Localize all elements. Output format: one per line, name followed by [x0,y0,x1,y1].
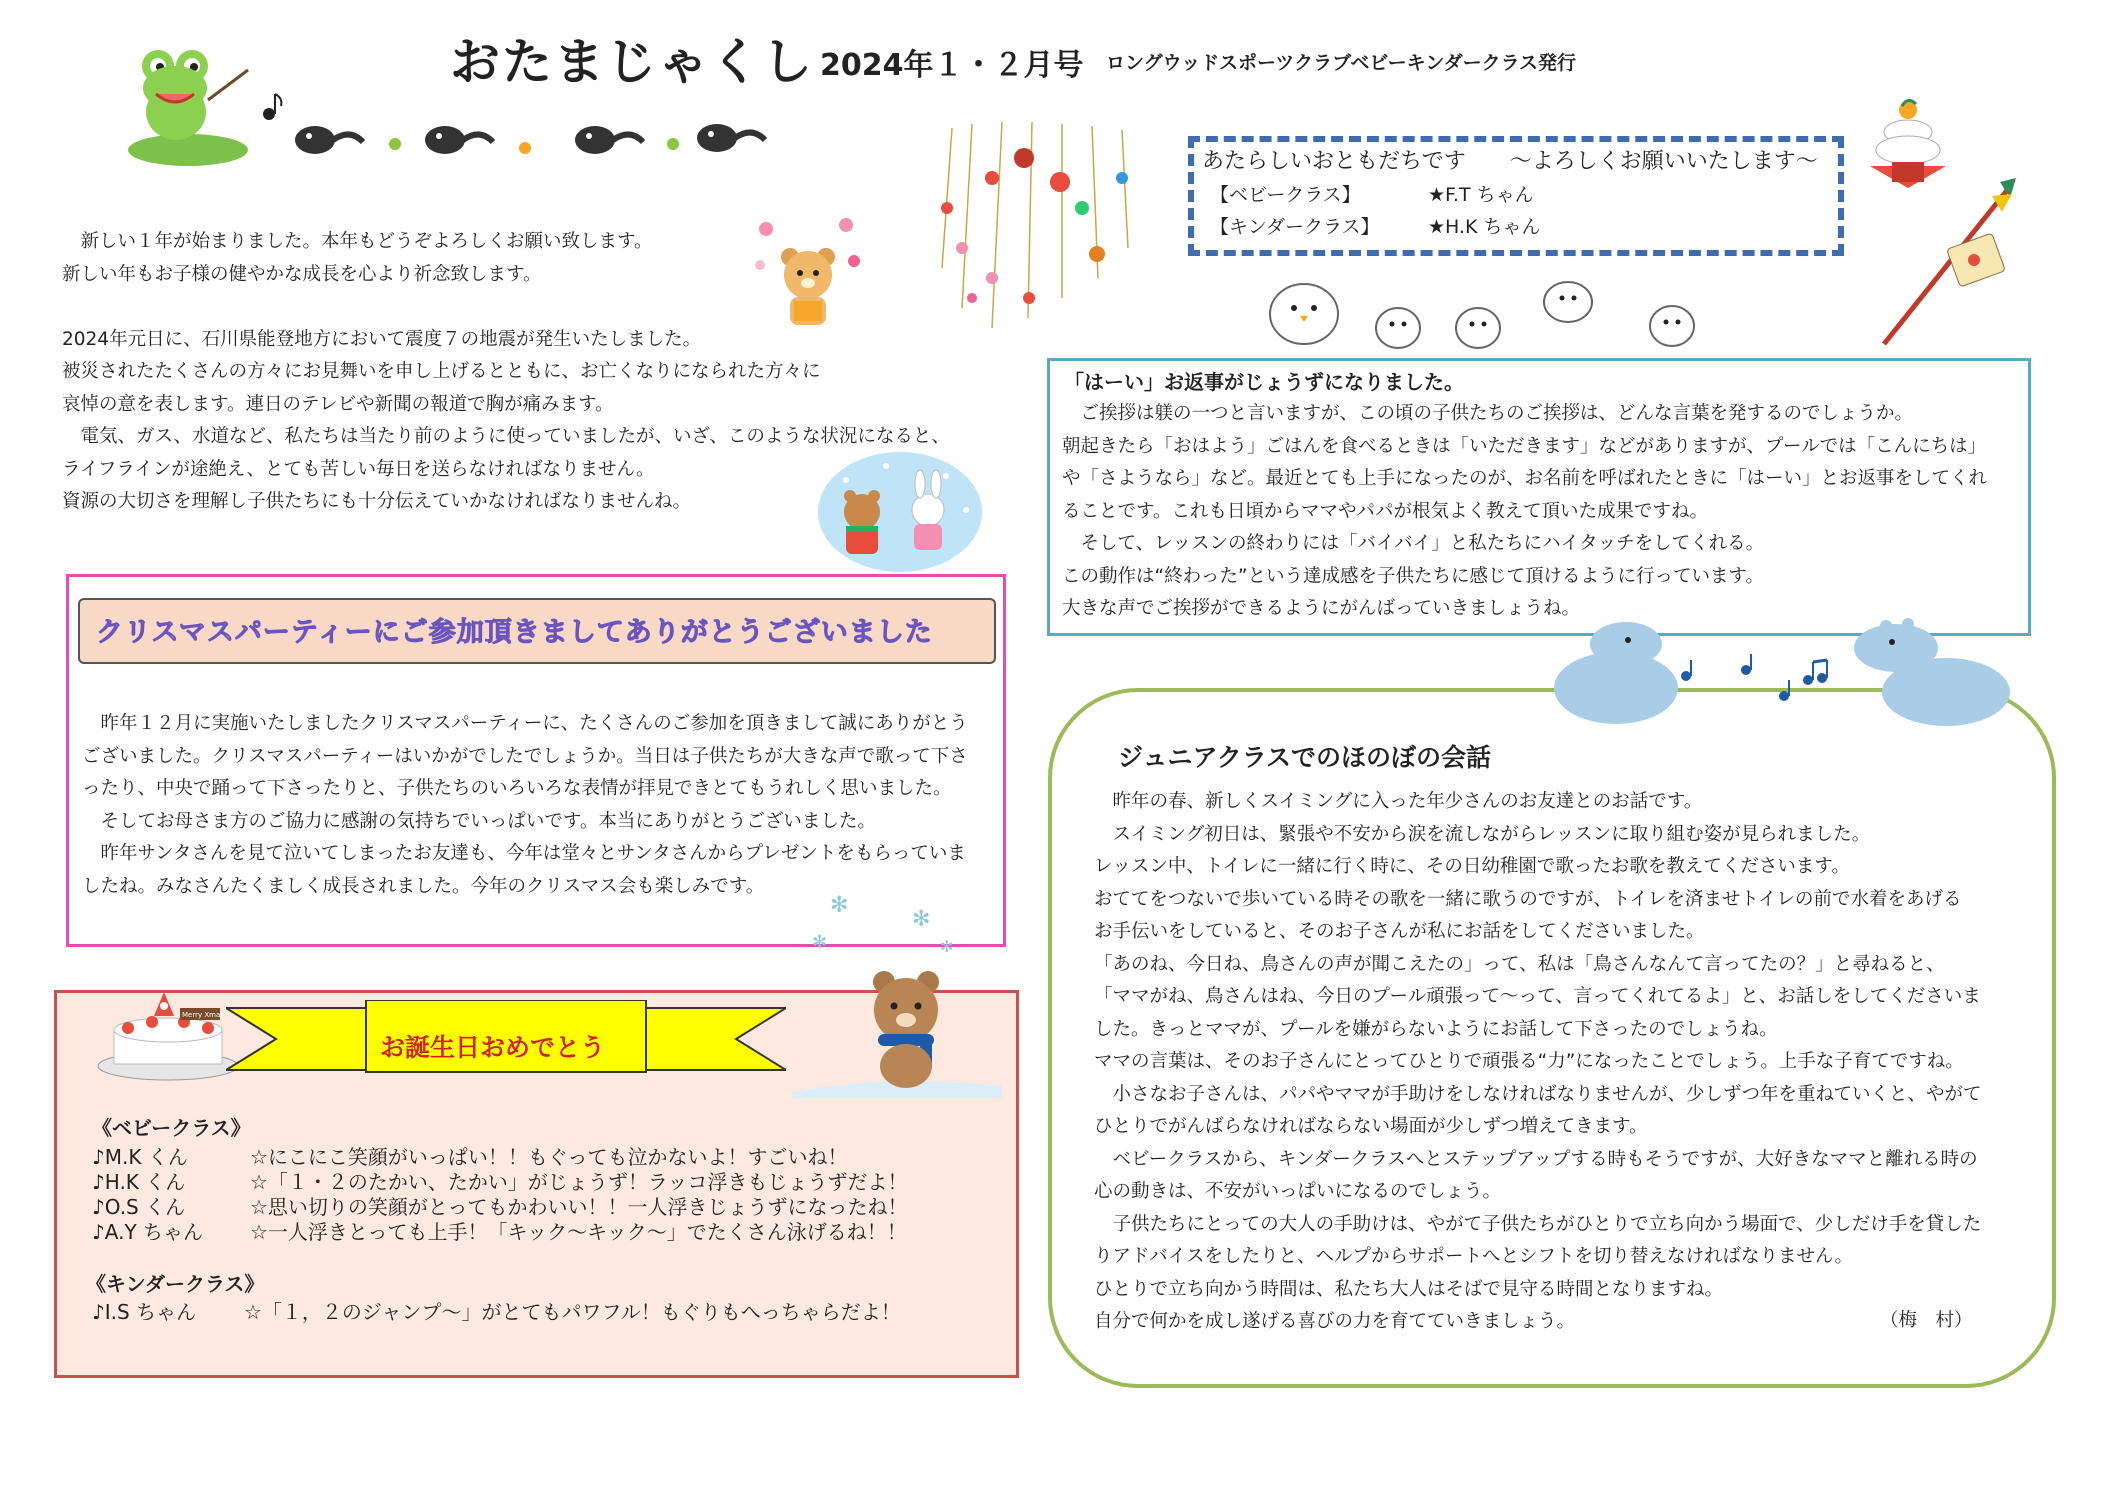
text-line: ることです。これも日頃からママやパパが根気よく教えて頂いた成果ですね。 [1062,500,1709,522]
text-line: 大きな声でご挨拶ができるようにがんばっていきましょうね。 [1062,598,1581,619]
text-line: 哀悼の意を表します。連日のテレビや新聞の報道で胸が痛みます。 [62,393,614,415]
text-line: ございました。クリスマスパーティーはいかがでしたでしょうか。当日は子供たちが大きな声で歌って下さ [82,745,968,767]
new-friend-class: 【キンダークラス】 [1210,216,1380,238]
text-line: スイミング初日は、緊張や不安から涙を流しながらレッスンに取り組む姿が見られました。 [1094,823,1871,845]
new-friend-name: ★H.K ちゃん [1428,216,1541,238]
birthday-message: ☆思い切りの笑顔がとってもかわいい！！一人浮きじょうずになったね！ [250,1195,908,1219]
text-line [62,291,950,324]
birthday-name: ♪O.S くん [92,1195,186,1219]
birthday-name: ♪H.K くん [92,1170,186,1194]
junior-article-text [1094,786,1982,1339]
text-line: 2024年元日に、石川県能登地方において震度７の地震が発生いたしました。 [62,328,702,350]
text-line: 被災されたたくさんの方々にお見舞いを申し上げるとともに、お亡くなりになられた方々に [62,361,821,382]
christmas-banner-text: クリスマスパーティーにご参加頂きましてありがとうございました [96,617,933,648]
author-signature: （梅 村） [1880,1310,1973,1331]
tadpoles-row [255,88,785,168]
bird-icon [1376,308,1420,348]
hanging-ornaments-icon [932,118,1142,333]
tadpole-icon [697,124,765,152]
birthday-message: ☆「１，２のジャンプ～」がとてもパワフル！もぐりもへっちゃらだよ！ [244,1300,901,1324]
birthday-ribbon-text: お誕生日おめでとう [380,1033,606,1062]
newsletter-title: おたまじゃくし [450,33,814,91]
text-line: 資源の大切さを理解し子供たちにも十分伝えていかなければなりませんね。 [62,491,692,512]
text-line: ひとりでがんばらなければならない場面が少しずつ増えてきます。 [1094,1116,1648,1137]
cake-plate-label: Merry Xmas [182,1011,224,1019]
new-friend-class: 【ベビークラス】 [1210,184,1361,206]
text-line: 新しい１年が始まりました。本年もどうぞよろしくお願い致します。 [62,231,653,252]
svg-text:✻: ✻ [830,893,849,918]
text-line: レッスン中、トイレに一緒に行く時に、その日幼稚園で歌ったお歌を教えてくださいます。 [1094,856,1850,877]
bird-icon [1456,308,1500,348]
text-line: 新しい年もお子様の健やかな成長を心より祈念致します。 [62,263,542,285]
christmas-text [82,708,968,903]
music-note-icon [1681,654,1827,701]
text-line: お手伝いをしていると、そのお子さんが私にお話をしてくださいました。 [1094,921,1705,942]
text-line: 昨年の春、新しくスイミングに入った年少さんのお友達とのお話です。 [1094,791,1703,812]
text-line: この動作は“終わった”という達成感を子供たちに感じて頂けるように行っています。 [1062,565,1765,587]
christmas-cake-icon [92,986,242,1082]
text-line: ひとりで立ち向かう時間は、私たち大人はそばで見守る時間となりますね。 [1094,1278,1724,1300]
junior-article-title: ジュニアクラスでのほのぼの会話 [1118,743,1492,772]
text-line: 朝起きたら「おはよう」ごはんを食べるときは「いただきます」などがありますが、プールでは「こんにちは」 [1062,435,1987,457]
frog-conductor-icon [118,30,258,170]
birthday-name: ♪A.Y ちゃん [92,1220,204,1244]
text-line: そしてお母さま方のご協力に感謝の気持ちでいっぱいです。本当にありがとうございました。 [82,810,876,832]
hippo-icon [1554,622,1678,724]
birthday-name: ♪I.S ちゃん [92,1300,197,1324]
bear-scarf-icon [792,962,1012,1100]
hippo-icon [1854,618,2010,726]
text-line: 心の動きは、不安がいっぱいになるのでしょう。 [1094,1181,1502,1202]
svg-text:✻: ✻ [912,907,931,932]
text-line: 子供たちにとっての大人の手助けは、やがて子供たちがひとりで立ち向かう場面で、少しだけ手を貸した [1094,1213,1982,1235]
kinder-class-heading: 《キンダークラス》 [86,1272,265,1296]
birthday-message: ☆「１・２のたかい、たかい」がじょうず！ラッコ浮きもじょうずだよ！ [250,1170,908,1194]
text-line: 小さなお子さんは、パパやママが手助けをしなければなりませんが、少しずつ年を重ねていくと、やがて [1094,1083,1982,1105]
text-line: おててをつないで歩いている時その歌を一緒に歌うのですが、トイレを済ませトイレの前で水着をあげる [1094,888,1962,910]
svg-text:✻: ✻ [940,937,954,956]
hai-article-title: 「はーい」お返事がじょうずになりました。 [1064,370,1464,394]
publisher-label: ロングウッドスポーツクラブベビーキンダークラス発行 [1106,52,1577,74]
text-line: ご挨拶は躾の一つと言いますが、この頃の子供たちのご挨拶は、どんな言葉を発するのでしょうか。 [1062,403,1914,424]
tadpole-icon [575,126,643,154]
text-line: した。きっとママが、プールを嫌がらないようにお話して下さったのでしょうね。 [1094,1018,1778,1040]
bird-icon [1270,284,1338,344]
text-line: ベビークラスから、キンダークラスへとステップアップする時もそうですが、大好きなママと離れる時の [1094,1148,1978,1170]
baby-class-heading: 《ベビークラス》 [92,1116,251,1140]
birds-row [1262,268,1722,358]
text-line: ママの言葉は、そのお子さんにとってひとりで頑張る“力”になったことでしょう。上手な子育てですね。 [1094,1051,1964,1072]
text-line: や「さようなら」など。最近とても上手になったのが、お名前を呼ばれたときに「はーい」とお返事をしてくれ [1062,468,1988,489]
text-line: 昨年１２月に実施いたしましたクリスマスパーティーに、たくさんのご参加を頂きまして誠にありがとう [82,713,968,734]
text-line: ったり、中央で踊って下さったりと、子供たちのいろいろな表情が拝見できとてもうれしく思いました。 [82,778,952,799]
text-line: 「ママがね、鳥さんはね、今日のプール頑張って～って、言ってくれてるよ」と、お話しをしてくださいま [1094,986,1981,1007]
new-friends-title: あたらしいおともだちです ～よろしくお願いいたします～ [1202,149,1818,174]
issue-label: 2024年１・２月号 [820,48,1084,83]
text-line: そして、レッスンの終わりには「バイバイ」と私たちにハイタッチをしてくれる。 [1062,533,1765,554]
text-line: 電気、ガス、水道など、私たちは当たり前のように使っていましたが、いざ、このような状況になると、 [62,426,950,447]
bird-icon [1544,282,1592,322]
text-line: したね。みなさんたくましく成長されました。今年のクリスマス会も楽しみです。 [82,875,765,897]
new-friend-name: ★F.T ちゃん [1428,184,1534,206]
hamaya-arrow-icon [1874,176,2020,352]
text-line: 自分で何かを成し遂げる喜びの力を育てていきましょう。 [1094,1311,1576,1332]
text-line: 「あのね、今日ね、鳥さんの声が聞こえたの」って、私は「鳥さんなんて言ってたの？」と尋ねると、 [1094,953,1945,975]
birthday-message: ☆にこにこ笑顔がいっぱい！！もぐっても泣かないよ！すごいね！ [250,1145,848,1169]
bird-icon [1650,306,1694,346]
bear-bunny-snow-icon [816,450,984,580]
text-line: りアドバイスをしたりと、ヘルプからサポートへとシフトを切り替えなければなりません。 [1094,1246,1854,1267]
tadpole-icon [295,126,363,154]
hippos-singing-decoration [1546,616,2020,728]
birthday-message: ☆一人浮きとっても上手！「キック～キック～」でたくさん泳げるね！！ [250,1220,907,1244]
music-note-icon [263,94,281,120]
hai-article-text [1062,398,1987,626]
text-line: 昨年サンタさんを見て泣いてしまったお友達も、今年は堂々とサンタさんからプレゼントをもらっていま [82,843,966,864]
tadpole-icon [425,126,493,154]
svg-text:✻: ✻ [812,932,828,953]
birthday-name: ♪M.K くん [92,1145,188,1169]
text-line: ライフラインが途絶え、とても苦しい毎日を送らなければなりません。 [62,458,655,480]
